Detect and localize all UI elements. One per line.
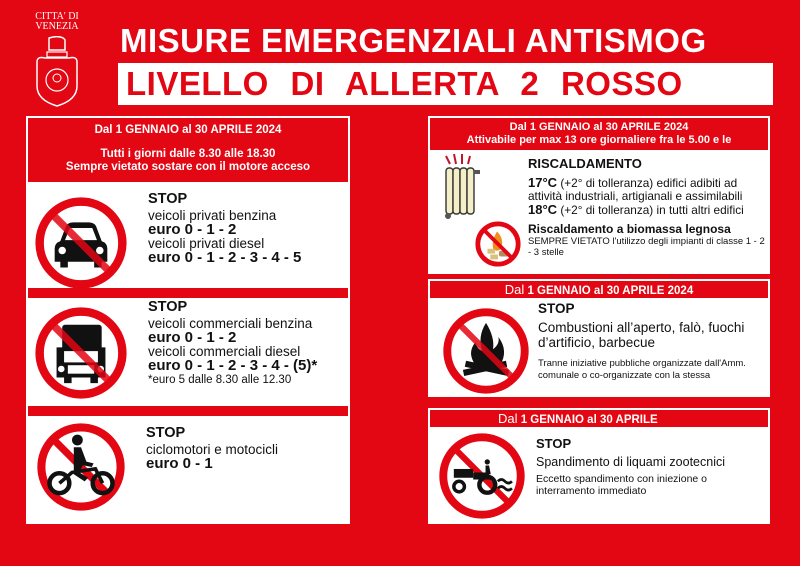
page-title: MISURE EMERGENZIALI ANTISMOG (120, 22, 707, 59)
city-logo (30, 12, 84, 113)
temp-17-text: (+2° di tolleranza) edifici adibiti ad attività industriali, artigianali e assimilabili (528, 176, 743, 203)
date-prefix: Dal (498, 411, 518, 426)
stop-label: STOP (538, 301, 575, 316)
biomass-text: l'utilizzo degli impianti di classe 1 - 2 - 3 stelle (528, 236, 765, 258)
stop-label: STOP (148, 299, 188, 315)
slurry-panel (428, 408, 770, 524)
radiator-icon (440, 154, 484, 224)
burning-text: Combustioni all’aperto, falò, fuochi d’artificio, barbecue (538, 320, 745, 350)
alert-level-banner: LIVELLO DI ALLERTA 2 ROSSO (118, 63, 773, 105)
no-truck-icon (34, 306, 128, 400)
biomass-rule (528, 236, 768, 258)
heating-heading: RISCALDAMENTO (528, 156, 642, 171)
restriction-row-motorcycles (28, 416, 348, 522)
venice-crest-icon (33, 36, 81, 108)
burning-date-range: 1 GENNAIO al 30 APRILE 2024 (527, 285, 694, 297)
restriction-row-commercial (28, 298, 348, 408)
slurry-note: Eccetto spandimento con iniezione o interramento immediato (536, 473, 708, 497)
biomass-heading: Riscaldamento a biomassa legnosa (528, 222, 731, 236)
row-divider (28, 288, 348, 298)
logo-text-line2: VENEZIA (35, 21, 79, 32)
traffic-note: Sempre vietato sostare con il motore acceso (65, 161, 311, 173)
date-prefix: Dal (504, 282, 525, 297)
vehicle-type: ciclomotori e motocicli (146, 442, 279, 457)
temp-18: 18°C (528, 202, 558, 217)
heating-panel (428, 116, 770, 274)
euro-classes: euro 0 - 1 (146, 455, 213, 472)
heating-date-range: Dal 1 GENNAIO al 30 APRILE 2024 (509, 121, 689, 133)
row-divider (28, 406, 348, 416)
traffic-hours: Tutti i giorni dalle 8.30 alle 18.30 (100, 148, 276, 160)
slurry-header (430, 410, 768, 427)
vehicle-type: veicoli privati diesel (148, 236, 265, 251)
no-car-icon (34, 196, 128, 290)
euro-classes: euro 0 - 1 - 2 (148, 221, 237, 238)
temp-18-text: (+2° di tolleranza) in tutti altri edifici (557, 203, 744, 217)
heating-rule-18 (528, 203, 768, 217)
slurry-text: Spandimento di liquami zootecnici (536, 455, 725, 469)
stop-label: STOP (146, 425, 186, 441)
vehicle-type: veicoli commerciali diesel (148, 344, 301, 359)
vehicle-type: veicoli commerciali benzina (148, 316, 313, 331)
stop-label: STOP (148, 191, 188, 207)
burning-header (430, 281, 768, 298)
no-biomass-icon (474, 220, 522, 268)
vehicle-type: veicoli privati benzina (148, 208, 277, 223)
traffic-header (28, 118, 348, 182)
slurry-date-range: 1 GENNAIO al 30 APRILE (520, 414, 658, 426)
burning-note: Tranne iniziative pubbliche organizzate dall'Amm. comunale o co-organizzate con la stessa (538, 358, 746, 381)
restriction-row-cars (28, 184, 348, 286)
no-tractor-icon (438, 432, 526, 520)
euro-classes: euro 0 - 1 - 2 - 3 - 4 - (5)* (148, 357, 318, 374)
temp-17: 17°C (528, 175, 558, 190)
heating-rule-17 (528, 176, 768, 203)
biomass-strong: SEMPRE VIETATO (528, 236, 610, 247)
euro-classes: euro 0 - 1 - 2 (148, 329, 237, 346)
stop-label: STOP (536, 436, 572, 451)
traffic-date-range: Dal 1 GENNAIO al 30 APRILE 2024 (94, 124, 282, 136)
euro-classes: euro 0 - 1 - 2 - 3 - 4 - 5 (148, 249, 302, 266)
no-motorcycle-icon (36, 422, 126, 512)
open-burning-panel (428, 279, 770, 397)
heating-header (430, 118, 768, 150)
logo-text-line1: CITTA' DI (35, 11, 79, 22)
no-fire-icon (442, 307, 530, 395)
heating-subheader: Attivabile per max 13 ore giornaliere fra le 5.00 e le (466, 134, 732, 146)
footnote: *euro 5 dalle 8.30 alle 12.30 (148, 374, 292, 386)
traffic-restrictions-panel (26, 116, 350, 524)
